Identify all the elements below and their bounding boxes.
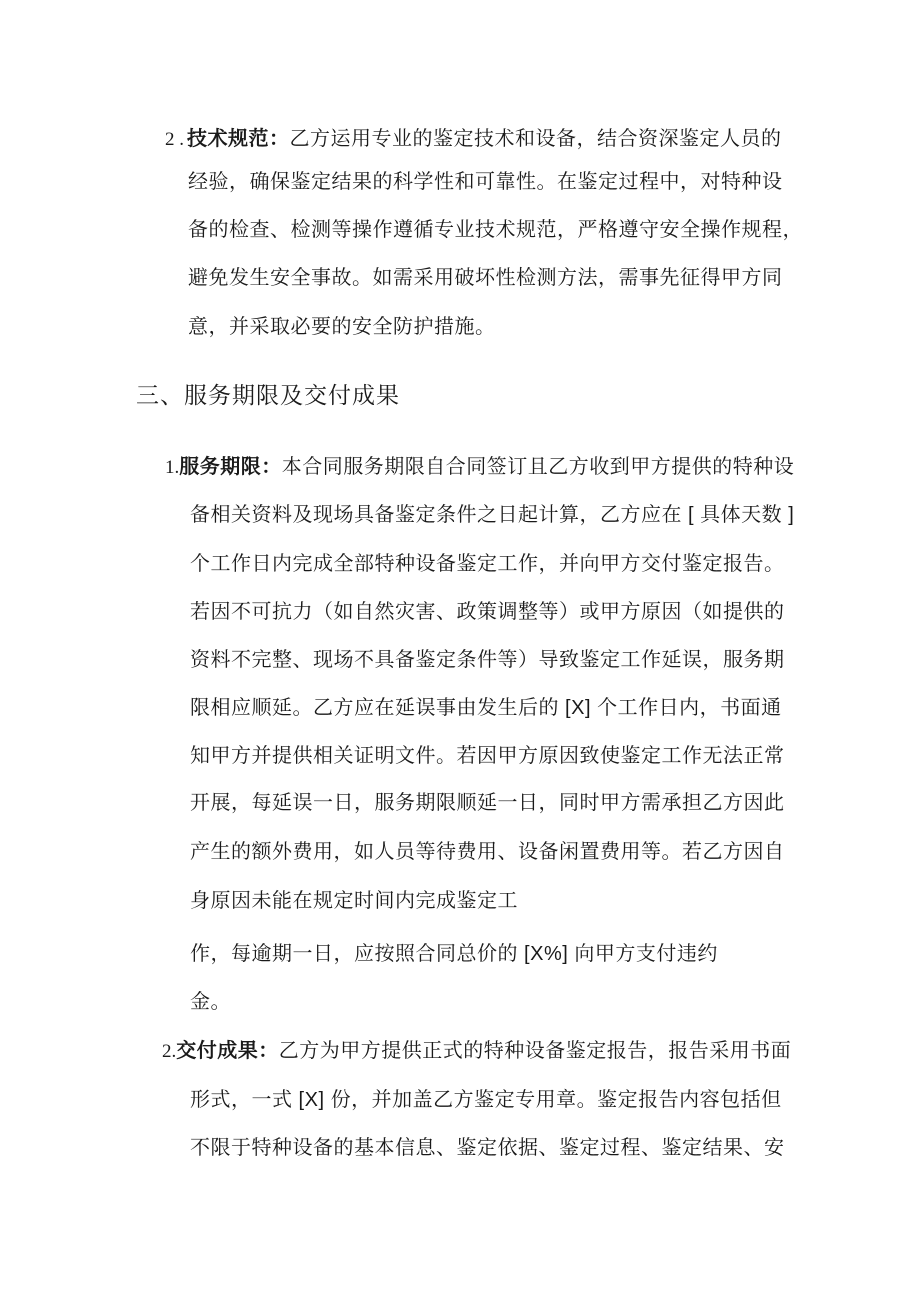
clause-deliverables-line: 形式，一式 [X] 份，并加盖乙方鉴定专用章。鉴定报告内容包括但 — [190, 1089, 782, 1111]
clause-tech-number: 2 . — [165, 129, 184, 150]
clause-service-line: 备相关资料及现场具备鉴定条件之日起计算，乙方应在 [ 具体天数 ] — [190, 504, 795, 526]
clause-tech-line: 备的检查、检测等操作遵循专业技术规范，严格遵守安全操作规程， — [188, 219, 803, 241]
clause-service-line: 产生的额外费用，如人员等待费用、设备闲置费用等。若乙方因自 — [190, 841, 785, 863]
clause-service-number: 1. — [165, 457, 180, 478]
clause-tech-label: 技术规范： — [187, 128, 290, 150]
clause-deliverables-first-line — [162, 1039, 791, 1064]
clause-service-line: 身原因未能在规定时间内完成鉴定工 — [190, 890, 518, 912]
clause-tech-line: 经验，确保鉴定结果的科学性和可靠性。在鉴定过程中，对特种设 — [188, 171, 783, 193]
clause-deliverables-text: 乙方为甲方提供正式的特种设备鉴定报告，报告采用书面 — [278, 1040, 792, 1062]
clause-service-text: 本合同服务期限自合同签订且乙方收到甲方提供的特种设 — [281, 456, 795, 478]
clause-service-line: 限相应顺延。乙方应在延误事由发生后的 [X] 个工作日内，书面通 — [190, 697, 782, 719]
clause-tech-text: 乙方运用专业的鉴定技术和设备，结合资深鉴定人员的 — [289, 128, 782, 150]
clause-tech-line: 意，并采取必要的安全防护措施。 — [188, 316, 496, 338]
clause-tech-line: 避免发生安全事故。如需采用破坏性检测方法，需事先征得甲方同 — [188, 267, 783, 289]
clause-service-line: 资料不完整、现场不具备鉴定条件等）导致鉴定工作延误，服务期 — [190, 649, 785, 671]
clause-deliverables-label: 交付成果： — [176, 1040, 279, 1062]
clause-deliverables-number: 2. — [162, 1041, 177, 1062]
clause-service-line: 金。 — [190, 991, 231, 1013]
clause-deliverables-line: 不限于特种设备的基本信息、鉴定依据、鉴定过程、鉴定结果、安 — [190, 1137, 785, 1159]
clause-service-label: 服务期限： — [179, 456, 282, 478]
section-heading: 三、服务期限及交付成果 — [136, 382, 400, 408]
clause-service-first-line — [165, 455, 794, 480]
clause-service-line: 个工作日内完成全部特种设备鉴定工作，并向甲方交付鉴定报告。 — [190, 553, 785, 575]
clause-service-line: 开展，每延误一日，服务期限顺延一日，同时甲方需承担乙方因此 — [190, 792, 785, 814]
clause-service-line: 若因不可抗力（如自然灾害、政策调整等）或甲方原因（如提供的 — [190, 601, 785, 623]
clause-service-line: 作，每逾期一日，应按照合同总价的 [X%] 向甲方支付违约 — [190, 943, 718, 965]
clause-service-line: 知甲方并提供相关证明文件。若因甲方原因致使鉴定工作无法正常 — [190, 745, 785, 767]
clause-tech-first-line — [165, 127, 782, 152]
